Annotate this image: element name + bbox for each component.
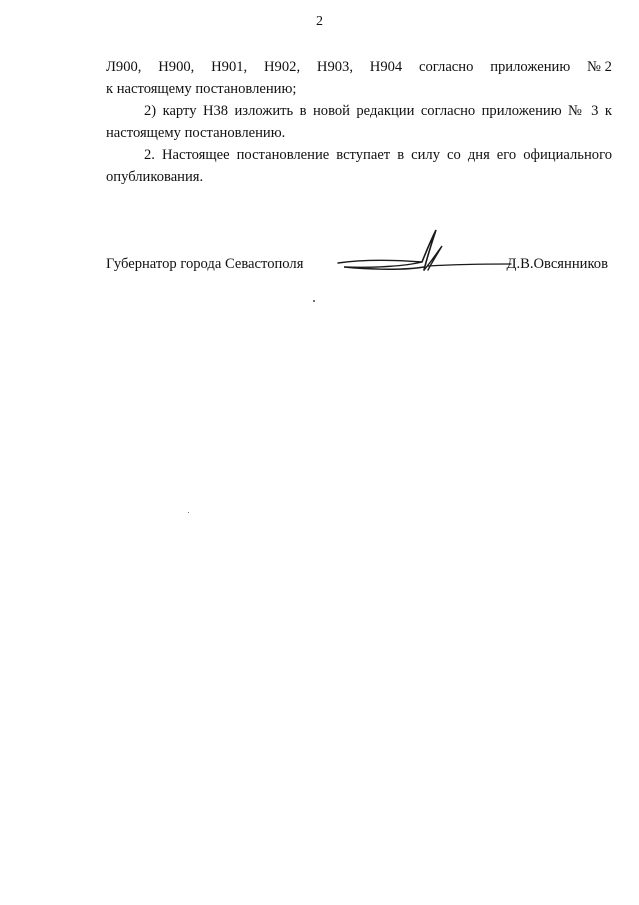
stray-mark [188,512,189,513]
word: согласно [419,59,474,75]
item-2-paragraph: 2) карту Н38 изложить в новой редакции согласно приложению № 3 к настоящему постановлению. [106,103,612,141]
word: Н901, [211,59,248,75]
word: приложению [490,59,571,75]
word: Н900, [158,59,195,75]
word: Н904 [369,59,403,75]
first-line [106,56,612,78]
page-number: 2 [316,14,323,29]
word: Н903, [316,59,353,75]
signature-block [106,256,612,280]
document-body [106,56,612,188]
signatory-name: Д.В.Овсянников [506,256,608,272]
continuation-line: к настоящему постановлению; [106,81,297,97]
word: Л900, [106,59,142,75]
clause-2-paragraph: 2. Настоящее постановление вступает в силу со дня его официального опубликования. [106,147,612,185]
stray-mark [313,300,315,302]
word: Н902, [264,59,301,75]
signatory-title: Губернатор города Севастополя [106,256,304,272]
handwritten-signature-icon [336,226,526,286]
word: № 2 [587,59,612,75]
